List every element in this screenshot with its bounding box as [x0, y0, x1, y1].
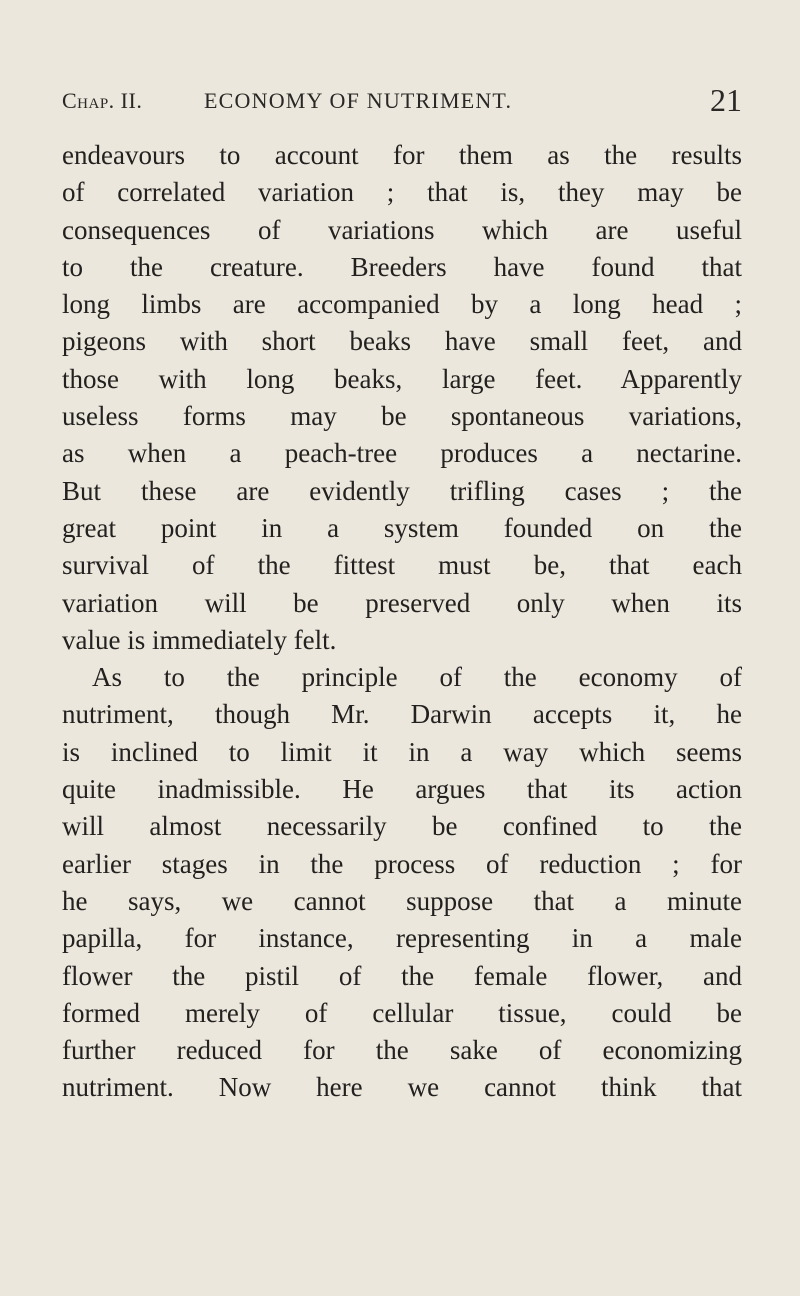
text-line: endeavours to account for them as the results — [62, 140, 742, 170]
running-title: ECONOMY OF NUTRIMENT. — [204, 88, 513, 113]
text-line: great point in a system founded on the — [62, 512, 742, 543]
text-line: he says, we cannot suppose that a minute — [62, 885, 742, 916]
text-line: papilla, for instance, representing in a male — [62, 923, 742, 954]
text-line: quite inadmissible. He argues that its action — [62, 774, 742, 805]
text-line-paragraph-end: value is immediately felt. — [62, 624, 337, 655]
text-line: is inclined to limit it in a way which seems — [62, 736, 742, 767]
text-line: to the creature. Breeders have found that — [62, 251, 742, 282]
text-line: of correlated variation ; that is, they may be — [62, 177, 742, 208]
text-line: useless forms may be spontaneous variations, — [62, 401, 742, 432]
page-number: 21 — [710, 82, 742, 118]
text-line: But these are evidently trifling cases ; the — [62, 475, 742, 506]
text-line: formed merely of cellular tissue, could be — [62, 997, 742, 1028]
text-line: pigeons with short beaks have small feet, and — [62, 326, 742, 357]
text-line: will almost necessarily be confined to the — [62, 811, 742, 842]
text-line: flower the pistil of the female flower, and — [62, 960, 742, 991]
text-line: those with long beaks, large feet. Apparently — [62, 363, 742, 394]
text-line: variation will be preserved only when its — [62, 587, 742, 618]
text-line: nutriment. Now here we cannot think that — [62, 1072, 742, 1103]
running-head — [62, 82, 742, 122]
text-line: long limbs are accompanied by a long head ; — [62, 289, 742, 320]
chapter-label: Chap. II. — [62, 88, 143, 113]
body-text — [62, 137, 742, 1107]
text-line: nutriment, though Mr. Darwin accepts it, he — [62, 699, 742, 730]
text-line: earlier stages in the process of reduction ; for — [62, 848, 742, 879]
text-line-paragraph-start: As to the principle of the economy of — [92, 662, 742, 693]
text-line: as when a peach-tree produces a nectarine. — [62, 438, 742, 469]
text-line: consequences of variations which are useful — [62, 214, 742, 245]
text-line: further reduced for the sake of economizing — [62, 1035, 742, 1066]
text-line: survival of the fittest must be, that each — [62, 550, 742, 581]
